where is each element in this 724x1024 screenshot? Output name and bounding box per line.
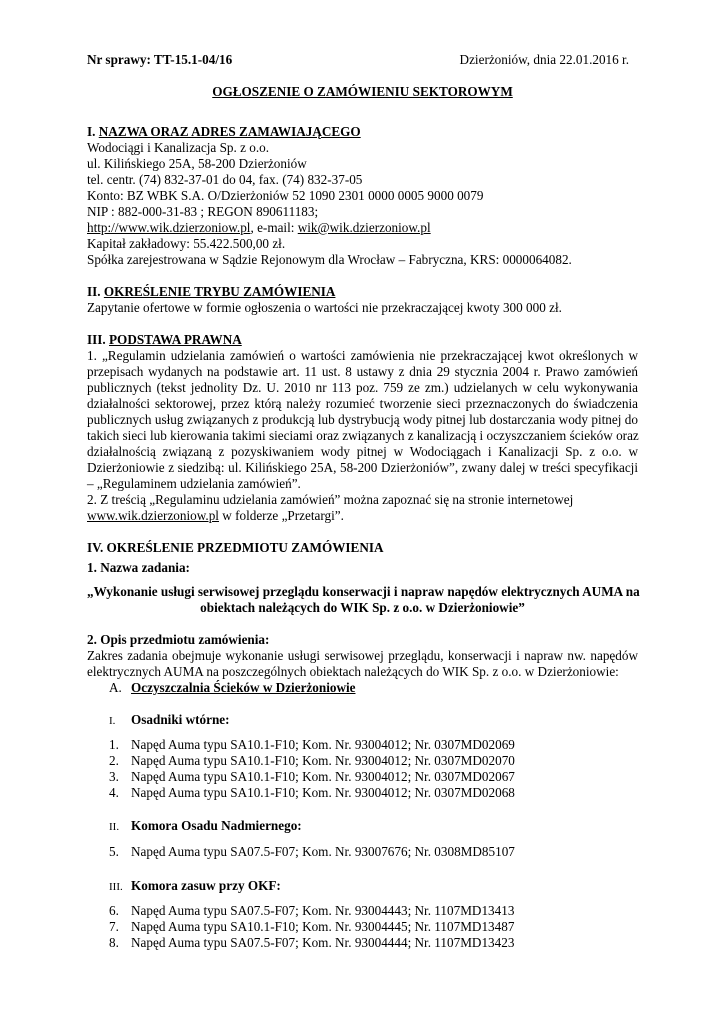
company-nip-regon: NIP : 882-000-31-83 ; REGON 890611183;	[87, 204, 319, 219]
email-link[interactable]: wik@wik.dzierzoniow.pl	[297, 220, 431, 235]
list-item: 6. Napęd Auma typu SA07.5-F07; Kom. Nr. 93004443; Nr. 1107MD13413	[109, 903, 515, 918]
section-4-heading: IV. OKREŚLENIE PRZEDMIOTU ZAMÓWIENIA	[87, 540, 384, 555]
company-contact: http://www.wik.dzierzoniow.pl, e-mail: wik@wik.dzierzoniow.pl	[87, 220, 431, 235]
section-3-line: Dzierżoniowie z siedzibą: ul. Kilińskiego 25A, 58-200 Dzierżoniów”, zwany dalej w treści specyfikacji	[87, 460, 638, 475]
description-line: elektrycznych AUMA na poszczególnych obiektach należących do WIK Sp. z o.o. w Dzierżoniowie:	[87, 664, 619, 679]
section-2-text: Zapytanie ofertowe w formie ogłoszenia o wartości nie przekraczającej kwoty 300 000 zł.	[87, 300, 562, 315]
section-3-line: 1. „Regulamin udzielania zamówień o wartości zamówienia nie przekraczającej kwot określonych w	[87, 348, 638, 363]
section-3-line: przepisach wydanych na podstawie art. 11 ust. 8 ustawy z dnia 29 stycznia 2004 r. Prawo zamówień	[87, 364, 638, 379]
task-name-heading: 1. Nazwa zadania:	[87, 560, 190, 575]
list-item: 3. Napęd Auma typu SA10.1-F10; Kom. Nr. 93004012; Nr. 0307MD02067	[109, 769, 515, 784]
place-date: Dzierżoniów, dnia 22.01.2016 r.	[459, 52, 629, 67]
group-komora-osadu: II. Komora Osadu Nadmiernego:	[109, 818, 302, 833]
section-3-line: działalności sektorowej, przez którą należy rozumieć tworzenie sieci przeznaczonych do świadczenia	[87, 396, 638, 411]
list-item: 4. Napęd Auma typu SA10.1-F10; Kom. Nr. 93004012; Nr. 0307MD02068	[109, 785, 515, 800]
section-3-line: – „Regulaminem udzielania zamówień”.	[87, 476, 301, 491]
przetargi-link[interactable]: www.wik.dzierzoniow.pl	[87, 508, 219, 523]
section-3-line: takich sieci lub kierowania takimi sieciami oraz związanych z kanalizacją i oczyszczaniem ścieków oraz	[87, 428, 639, 443]
section-3-line: publicznych (tekst jednolity Dz. U. 2010 nr 113 poz. 759 ze zm.) udzielanych w celu wykonywania	[87, 380, 638, 395]
company-name: Wodociągi i Kanalizacja Sp. z o.o.	[87, 140, 270, 155]
task-name-line: „Wykonanie usługi serwisowej przeglądu konserwacji i napraw napędów elektrycznych AUMA na	[87, 584, 640, 599]
section-1-heading: I. NAZWA ORAZ ADRES ZAMAWIAJĄCEGO	[87, 124, 361, 139]
list-item: 5. Napęd Auma typu SA07.5-F07; Kom. Nr. 93007676; Nr. 0308MD85107	[109, 844, 515, 859]
site-a: A. Oczyszczalnia Ścieków w Dzierżoniowie	[109, 680, 356, 695]
group-komora-zasuw: III. Komora zasuw przy OKF:	[109, 878, 281, 893]
task-name-line: obiektach należących do WIK Sp. z o.o. w Dzierżoniowie”	[200, 600, 525, 615]
website-link[interactable]: http://www.wik.dzierzoniow.pl	[87, 220, 251, 235]
list-item: 2. Napęd Auma typu SA10.1-F10; Kom. Nr. 93004012; Nr. 0307MD02070	[109, 753, 515, 768]
document-title: OGŁOSZENIE O ZAMÓWIENIU SEKTOROWYM	[212, 84, 513, 99]
description-line: Zakres zadania obejmuje wykonanie usługi serwisowej przeglądu, konserwacji i napraw nw. napędów	[87, 648, 638, 663]
list-item: 8. Napęd Auma typu SA07.5-F07; Kom. Nr. 93004444; Nr. 1107MD13423	[109, 935, 515, 950]
group-osadniki: I. Osadniki wtórne:	[109, 712, 230, 727]
section-3-p2-link-line: www.wik.dzierzoniow.pl w folderze „Przetargi”.	[87, 508, 344, 523]
section-2-heading: II. OKREŚLENIE TRYBU ZAMÓWIENIA	[87, 284, 336, 299]
company-account: Konto: BZ WBK S.A. O/Dzierżoniów 52 1090 2301 0000 0005 9000 0079	[87, 188, 484, 203]
case-number: Nr sprawy: TT-15.1-04/16	[87, 52, 233, 67]
company-phone: tel. centr. (74) 832-37-01 do 04, fax. (74) 832-37-05	[87, 172, 363, 187]
company-capital: Kapitał zakładowy: 55.422.500,00 zł.	[87, 236, 286, 251]
company-address: ul. Kilińskiego 25A, 58-200 Dzierżoniów	[87, 156, 307, 171]
section-3-line: działalnością związaną z pozyskiwaniem wody pitnej w Wodociągach i Kanalizacji Sp. z o.o. w	[87, 444, 638, 459]
section-3-p2: 2. Z treścią „Regulaminu udzielania zamówień” można zapoznać się na stronie internetowej	[87, 492, 574, 507]
description-heading: 2. Opis przedmiotu zamówienia:	[87, 632, 270, 647]
section-3-heading: III. PODSTAWA PRAWNA	[87, 332, 242, 347]
section-3-line: publicznych usług związanych z produkcją lub dystrybucją wody pitnej lub dostarczania wody pitnej do	[87, 412, 638, 427]
list-item: 1. Napęd Auma typu SA10.1-F10; Kom. Nr. 93004012; Nr. 0307MD02069	[109, 737, 515, 752]
list-item: 7. Napęd Auma typu SA10.1-F10; Kom. Nr. 93004445; Nr. 1107MD13487	[109, 919, 515, 934]
company-registration: Spółka zarejestrowana w Sądzie Rejonowym dla Wrocław – Fabryczna, KRS: 0000064082.	[87, 252, 572, 267]
